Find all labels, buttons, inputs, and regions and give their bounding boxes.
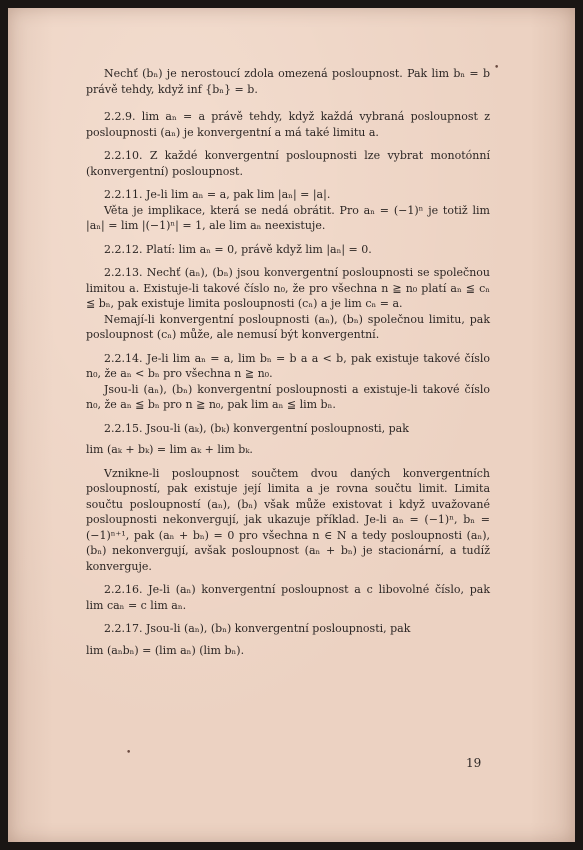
theorem-2-2-14: 2.2.14. Je-li lim aₙ = a, lim bₙ = b a a < b, pak existuje takové číslo n₀, že aₙ < bₙ pro všechna n ≧ n₀. — [86, 351, 490, 380]
paragraph-limit-nonincreasing: Nechť (bₙ) je nerostoucí zdola omezená posloupnost. Pak lim bₙ = b právě tehdy, když inf {bₙ} = b. — [86, 67, 490, 96]
remark-2-2-11: Věta je implikace, která se nedá obrátit. Pro aₙ = (−1)ⁿ je totiž lim |aₙ| = lim |(−1)ⁿ| = 1, ale lim aₙ neexistuje. — [86, 203, 490, 232]
theorem-2-2-15: 2.2.15. Jsou-li (aₖ), (bₖ) konvergentní posloupnosti, pak — [104, 421, 409, 435]
theorem-2-2-17: 2.2.17. Jsou-li (aₙ), (bₙ) konvergentní posloupnosti, pak — [104, 622, 411, 635]
remark-2-2-14: Jsou-li (aₙ), (bₙ) konvergentní posloupnosti a existuje-li takové číslo n₀, že aₙ ≦ bₙ pro n ≧ n₀, pak lim aₙ ≦ lim bₙ. — [86, 382, 490, 411]
theorem-2-2-9: 2.2.9. lim aₙ = a právě tehdy, když každá vybraná posloupnost z posloupnosti (aₙ) je konvergentní a má také limitu a. — [86, 110, 490, 139]
remark-2-2-13: Nemají-li konvergentní posloupnosti (aₙ), (bₙ) společnou limitu, pak posloupnost (cₙ) může, ale nemusí být konvergentní. — [86, 312, 490, 341]
theorem-2-2-10: 2.2.10. Z každé konvergentní posloupnosti lze vybrat monotónní (konvergentní) posloupnost. — [86, 149, 490, 178]
theorem-2-2-12: 2.2.12. Platí: lim aₙ = 0, právě když lim |aₙ| = 0. — [104, 242, 372, 256]
book-page — [8, 8, 575, 842]
paper-speck: • — [494, 63, 500, 73]
page-number: 19 — [466, 756, 482, 770]
theorem-2-2-16: 2.2.16. Je-li (aₙ) konvergentní posloupnost a c libovolné číslo, pak lim caₙ = c lim aₙ. — [86, 583, 490, 612]
formula-2-2-15: lim (aₖ + bₖ) = lim aₖ + lim bₖ. — [86, 443, 253, 456]
paper-speck: • — [126, 748, 132, 758]
theorem-2-2-13: 2.2.13. Nechť (aₙ), (bₙ) jsou konvergentní posloupnosti se společnou limitou a. Existuje-li takové číslo n₀, že pro všechna n ≧ n₀ platí aₙ ≦ cₙ ≦ bₙ, pak existuje limita posloupnosti (cₙ) a je lim cₙ = a. — [86, 266, 490, 310]
theorem-2-2-11: 2.2.11. Je-li lim aₙ = a, pak lim |aₙ| = |a|. — [104, 188, 331, 201]
remark-2-2-15: Vznikne-li posloupnost součtem dvou daných konvergentních posloupností, pak existuje její limita a je rovna součtu limit. Limita součtu posloupností (aₙ), (bₙ) však může existovat i když uvažované posloupnosti nekonvergují, jak ukazuje příklad. Je-li aₙ = (−1)ⁿ, bₙ = (−1)ⁿ⁺¹, pak (aₙ + bₙ) = 0 pro všechna n ∈ N a tedy posloupnosti (aₙ), (bₙ) nekonvergují, avšak posloupnost (aₙ + bₙ) je stacionární, a tudíž konverguje. — [86, 466, 490, 573]
formula-2-2-17: lim (aₙbₙ) = (lim aₙ) (lim bₙ). — [86, 643, 245, 657]
page-text — [86, 66, 490, 658]
